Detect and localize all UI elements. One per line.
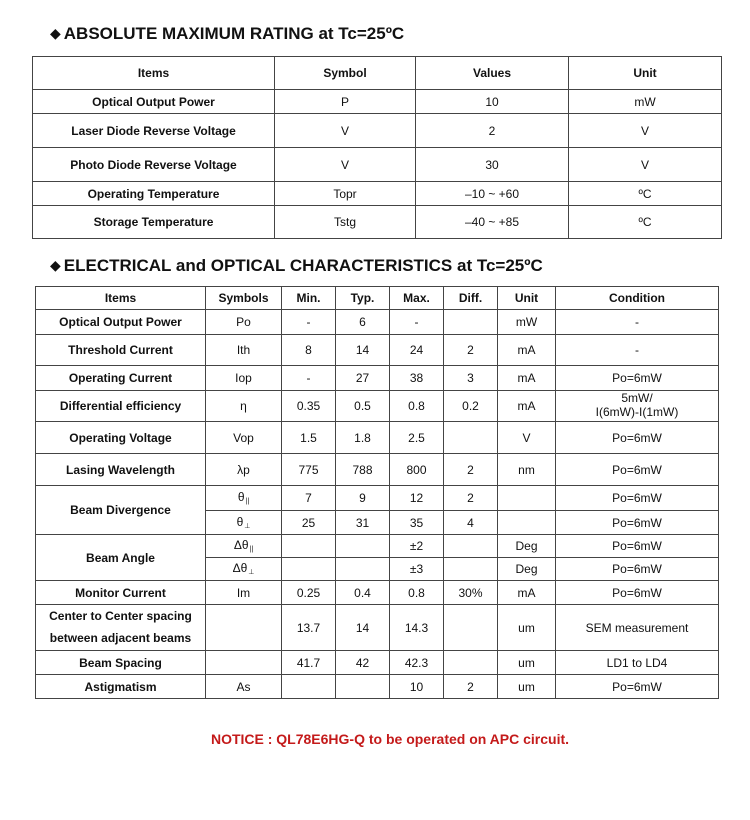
item-cell: Operating Current <box>36 366 206 391</box>
symbol-cell: λp <box>206 454 282 486</box>
typ-cell <box>336 675 390 699</box>
unit-cell: Deg <box>498 558 556 581</box>
typ-cell: 788 <box>336 454 390 486</box>
min-cell: 7 <box>282 486 336 511</box>
value-cell: 2 <box>416 114 569 148</box>
typ-cell <box>336 535 390 558</box>
symbol-cell: Po <box>206 310 282 335</box>
max-cell: 2.5 <box>390 422 444 454</box>
item-cell: Beam Angle <box>36 535 206 581</box>
table-row <box>36 366 719 391</box>
diamond-bullet-icon: ◆ <box>50 25 61 41</box>
symbol-subscript: || <box>249 546 254 554</box>
unit-cell: mA <box>498 391 556 422</box>
table-row <box>36 310 719 335</box>
max-cell: 38 <box>390 366 444 391</box>
symbol-cell <box>206 558 282 581</box>
symbol-subscript: || <box>245 498 250 506</box>
min-cell: 0.25 <box>282 581 336 605</box>
condition-cell: Po=6mW <box>556 675 719 699</box>
eo-table <box>35 286 719 699</box>
table-row <box>36 535 719 558</box>
header-condition: Condition <box>556 287 719 310</box>
symbol-cell: V <box>275 148 416 182</box>
symbol-cell: η <box>206 391 282 422</box>
min-cell: 0.35 <box>282 391 336 422</box>
condition-cell <box>556 391 719 422</box>
diff-cell: 30% <box>444 581 498 605</box>
diff-cell: 2 <box>444 335 498 366</box>
diff-cell: 0.2 <box>444 391 498 422</box>
item-cell <box>36 605 206 651</box>
min-cell: 41.7 <box>282 651 336 675</box>
table-header-row <box>36 287 719 310</box>
min-cell: 8 <box>282 335 336 366</box>
min-cell: 775 <box>282 454 336 486</box>
condition-cell: Po=6mW <box>556 454 719 486</box>
condition-cell: - <box>556 335 719 366</box>
typ-cell: 9 <box>336 486 390 511</box>
diff-cell: 2 <box>444 675 498 699</box>
abs-max-heading <box>50 24 404 44</box>
condition-line: 5mW/ <box>621 391 653 406</box>
max-cell: 24 <box>390 335 444 366</box>
min-cell <box>282 535 336 558</box>
condition-cell: Po=6mW <box>556 511 719 535</box>
min-cell: - <box>282 366 336 391</box>
table-row <box>36 651 719 675</box>
unit-cell <box>498 486 556 511</box>
symbol-text: Δθ <box>232 561 248 576</box>
symbol-cell: Iop <box>206 366 282 391</box>
unit-cell: ºC <box>569 206 722 239</box>
symbol-cell <box>206 605 282 651</box>
symbol-cell <box>206 511 282 535</box>
symbol-cell: As <box>206 675 282 699</box>
item-cell: Differential efficiency <box>36 391 206 422</box>
header-min: Min. <box>282 287 336 310</box>
table-row <box>36 454 719 486</box>
unit-cell: Deg <box>498 535 556 558</box>
notice-text: NOTICE : QL78E6HG-Q to be operated on APC circuit. <box>210 731 570 747</box>
max-cell: - <box>390 310 444 335</box>
diff-cell <box>444 558 498 581</box>
max-cell: 800 <box>390 454 444 486</box>
symbol-text: θ <box>236 514 244 529</box>
symbol-cell: P <box>275 90 416 114</box>
condition-cell: Po=6mW <box>556 486 719 511</box>
unit-cell: um <box>498 605 556 651</box>
min-cell <box>282 558 336 581</box>
item-cell: Lasing Wavelength <box>36 454 206 486</box>
table-row <box>33 206 722 239</box>
min-cell: 25 <box>282 511 336 535</box>
header-symbols: Symbols <box>206 287 282 310</box>
unit-cell: V <box>498 422 556 454</box>
header-items: Items <box>33 57 275 90</box>
value-cell: 30 <box>416 148 569 182</box>
item-line: Center to Center spacing <box>49 608 192 623</box>
table-row <box>36 422 719 454</box>
max-cell: 0.8 <box>390 581 444 605</box>
diff-cell: 2 <box>444 454 498 486</box>
typ-cell: 27 <box>336 366 390 391</box>
min-cell: 1.5 <box>282 422 336 454</box>
item-cell: Laser Diode Reverse Voltage <box>33 114 275 148</box>
condition-line: I(6mW)-I(1mW) <box>595 405 679 419</box>
table-row <box>33 90 722 114</box>
diff-cell <box>444 651 498 675</box>
diamond-bullet-icon: ◆ <box>50 257 61 273</box>
typ-cell <box>336 558 390 581</box>
table-row <box>36 391 719 422</box>
item-cell: Monitor Current <box>36 581 206 605</box>
value-cell: 10 <box>416 90 569 114</box>
condition-cell: Po=6mW <box>556 558 719 581</box>
diff-cell: 2 <box>444 486 498 511</box>
typ-cell: 0.5 <box>336 391 390 422</box>
diff-cell: 4 <box>444 511 498 535</box>
symbol-subscript: ⊥ <box>244 522 251 530</box>
max-cell: ±2 <box>390 535 444 558</box>
table-row <box>33 114 722 148</box>
typ-cell: 42 <box>336 651 390 675</box>
item-cell: Threshold Current <box>36 335 206 366</box>
min-cell: - <box>282 310 336 335</box>
max-cell: 14.3 <box>390 605 444 651</box>
unit-cell <box>498 511 556 535</box>
item-cell: Operating Temperature <box>33 182 275 206</box>
condition-cell: Po=6mW <box>556 366 719 391</box>
unit-cell: mW <box>498 310 556 335</box>
typ-cell: 6 <box>336 310 390 335</box>
typ-cell: 14 <box>336 335 390 366</box>
item-cell: Astigmatism <box>36 675 206 699</box>
max-cell: ±3 <box>390 558 444 581</box>
table-row <box>36 335 719 366</box>
unit-cell: um <box>498 675 556 699</box>
value-cell: –10 ~ +60 <box>416 182 569 206</box>
item-cell: Photo Diode Reverse Voltage <box>33 148 275 182</box>
max-cell: 35 <box>390 511 444 535</box>
header-typ: Typ. <box>336 287 390 310</box>
abs-max-title: ABSOLUTE MAXIMUM RATING at Tc=25ºC <box>63 24 405 43</box>
symbol-cell: Ith <box>206 335 282 366</box>
value-cell: –40 ~ +85 <box>416 206 569 239</box>
condition-cell: Po=6mW <box>556 581 719 605</box>
typ-cell: 1.8 <box>336 422 390 454</box>
header-unit: Unit <box>569 57 722 90</box>
header-items: Items <box>36 287 206 310</box>
typ-cell: 14 <box>336 605 390 651</box>
symbol-cell <box>206 535 282 558</box>
header-values: Values <box>416 57 569 90</box>
unit-cell: mA <box>498 366 556 391</box>
symbol-cell: Vop <box>206 422 282 454</box>
table-row <box>33 148 722 182</box>
item-line: between adjacent beams <box>49 630 192 645</box>
condition-cell: SEM measurement <box>556 605 719 651</box>
eo-heading <box>50 256 543 276</box>
diff-cell <box>444 422 498 454</box>
unit-cell: V <box>569 148 722 182</box>
symbol-cell: Tstg <box>275 206 416 239</box>
max-cell: 42.3 <box>390 651 444 675</box>
condition-cell: Po=6mW <box>556 535 719 558</box>
diff-cell <box>444 605 498 651</box>
header-unit: Unit <box>498 287 556 310</box>
condition-cell: - <box>556 310 719 335</box>
max-cell: 12 <box>390 486 444 511</box>
header-diff: Diff. <box>444 287 498 310</box>
symbol-cell <box>206 486 282 511</box>
item-cell: Optical Output Power <box>33 90 275 114</box>
condition-cell: LD1 to LD4 <box>556 651 719 675</box>
item-cell: Beam Divergence <box>36 486 206 535</box>
unit-cell: mA <box>498 335 556 366</box>
item-cell: Beam Spacing <box>36 651 206 675</box>
max-cell: 0.8 <box>390 391 444 422</box>
typ-cell: 31 <box>336 511 390 535</box>
condition-cell: Po=6mW <box>556 422 719 454</box>
unit-cell: V <box>569 114 722 148</box>
item-cell: Operating Voltage <box>36 422 206 454</box>
diff-cell <box>444 535 498 558</box>
min-cell: 13.7 <box>282 605 336 651</box>
header-max: Max. <box>390 287 444 310</box>
symbol-subscript: ⊥ <box>248 569 255 577</box>
table-row <box>36 486 719 511</box>
max-cell: 10 <box>390 675 444 699</box>
symbol-cell: V <box>275 114 416 148</box>
symbol-cell: Topr <box>275 182 416 206</box>
symbol-cell: Im <box>206 581 282 605</box>
item-cell: Storage Temperature <box>33 206 275 239</box>
unit-cell: mA <box>498 581 556 605</box>
table-row <box>36 605 719 651</box>
table-row <box>36 581 719 605</box>
table-header-row <box>33 57 722 90</box>
unit-cell: mW <box>569 90 722 114</box>
min-cell <box>282 675 336 699</box>
abs-max-table <box>32 56 722 239</box>
symbol-cell <box>206 651 282 675</box>
symbol-text: Δθ <box>233 538 249 553</box>
symbol-text: θ <box>237 490 245 505</box>
item-cell: Optical Output Power <box>36 310 206 335</box>
unit-cell: ºC <box>569 182 722 206</box>
unit-cell: um <box>498 651 556 675</box>
table-row <box>33 182 722 206</box>
eo-title: ELECTRICAL and OPTICAL CHARACTERISTICS at Tc=25ºC <box>63 256 543 275</box>
diff-cell: 3 <box>444 366 498 391</box>
header-symbol: Symbol <box>275 57 416 90</box>
diff-cell <box>444 310 498 335</box>
unit-cell: nm <box>498 454 556 486</box>
typ-cell: 0.4 <box>336 581 390 605</box>
table-row <box>36 675 719 699</box>
